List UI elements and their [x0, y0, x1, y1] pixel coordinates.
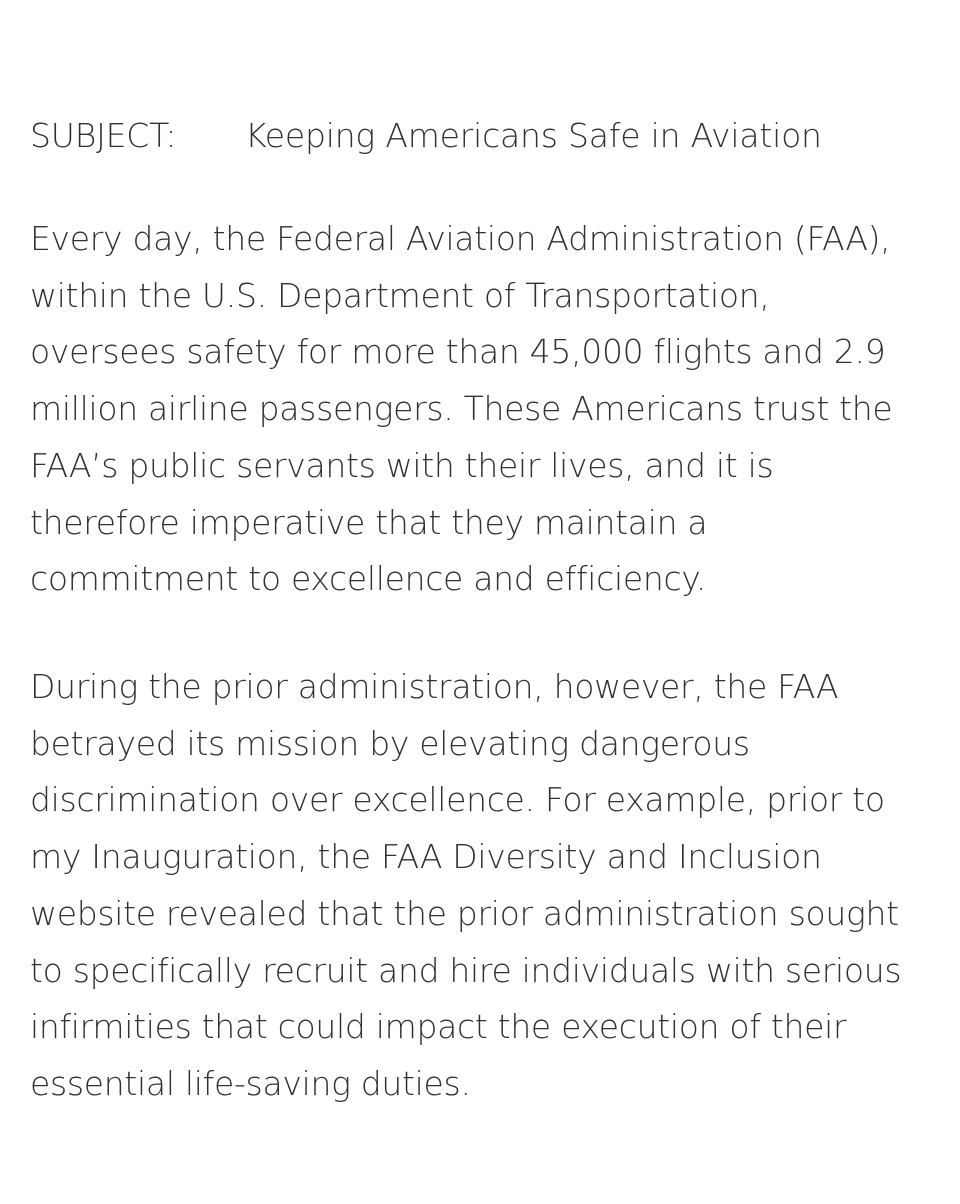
paragraph-line: During the prior administration, however, the FAA	[30, 667, 839, 706]
subject-line	[30, 113, 822, 159]
paragraph-line: oversees safety for more than 45,000 flights and 2.9	[30, 332, 886, 372]
paragraph-line: my Inauguration, the FAA Diversity and Inclusion	[30, 837, 822, 877]
paragraph-2	[30, 659, 901, 1113]
paragraph-line: million airline passengers. These Americans trust the	[30, 389, 893, 429]
subject-label: SUBJECT:	[30, 116, 177, 155]
subject-title: Keeping Americans Safe in Aviation	[245, 116, 822, 155]
paragraph-line: Every day, the Federal Aviation Administration (FAA),	[30, 219, 891, 258]
paragraph-line: therefore imperative that they maintain a	[30, 502, 708, 542]
paragraph-line: to specifically recruit and hire individuals with serious	[30, 950, 902, 990]
paragraph-1	[30, 211, 892, 608]
paragraph-line: website revealed that the prior administration sought	[30, 893, 899, 933]
paragraph-line: within the U.S. Department of Transportation,	[30, 275, 770, 315]
paragraph-line: FAA’s public servants with their lives, and it is	[30, 445, 774, 485]
paragraph-line: betrayed its mission by elevating dangerous	[30, 723, 750, 763]
paragraph-line: infirmities that could impact the execution of their	[30, 1007, 847, 1047]
paragraph-line: discrimination over excellence. For example, prior to	[30, 780, 885, 820]
paragraph-line: essential life-saving duties.	[30, 1063, 471, 1103]
paragraph-line: commitment to excellence and efficiency.	[30, 559, 707, 599]
cut-off-text-line	[30, 1190, 810, 1204]
